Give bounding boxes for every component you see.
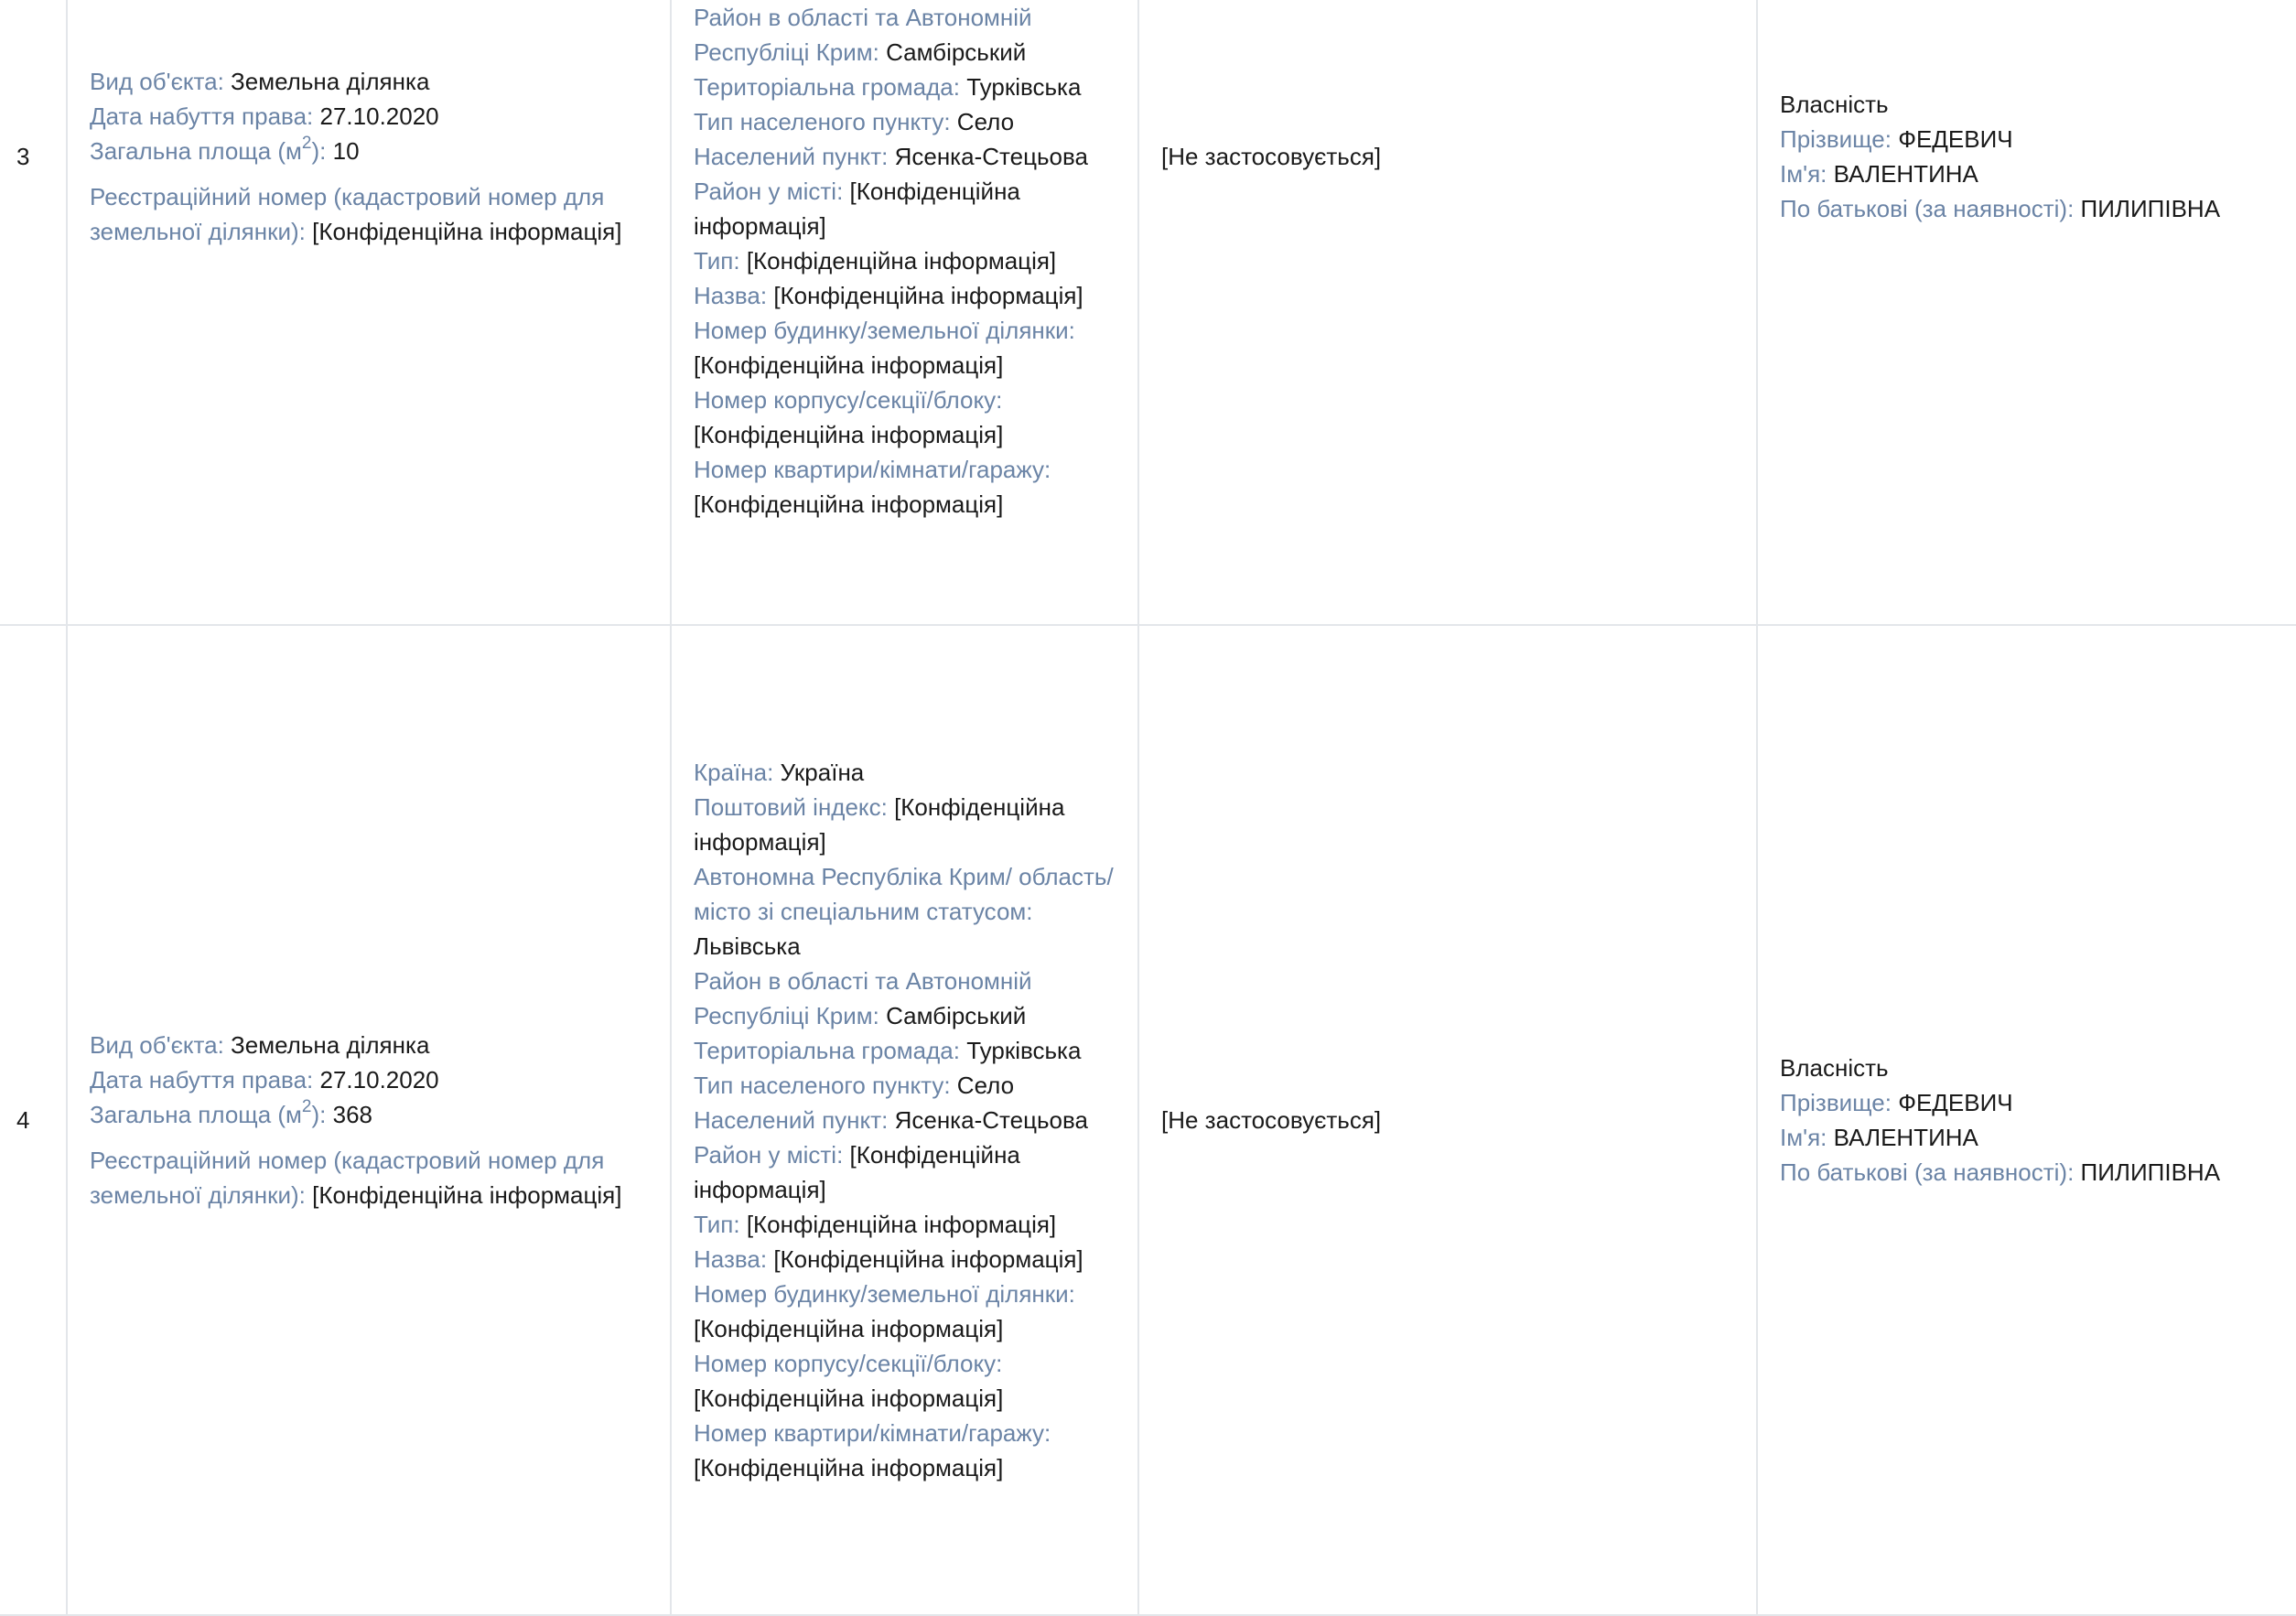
apartment-number-line: Номер квартири/кімнати/гаражу: [Конфіденційна інформація] [694, 1419, 1051, 1481]
region-line: Автономна Республіка Крим/ область/місто зі спеціальним статусом: Львівська [694, 863, 1114, 960]
district-line: Район в області та Автономній Республіці Крим: Самбірський [694, 967, 1032, 1029]
district-line: Район в області та Автономній Республіці Крим: Самбірський [694, 4, 1032, 66]
object-type-line: Вид об'єкта: Земельна ділянка [90, 68, 430, 95]
right-type: Власність [1780, 91, 1889, 118]
street-name-line: Назва: [Конфіденційна інформація] [694, 1245, 1083, 1273]
table-row [0, 0, 2296, 625]
reg-number-line: Реєстраційний номер (кадастровий номер для земельної ділянки): [Конфіденційна інформація] [90, 183, 622, 245]
settlement-line: Населений пункт: Ясенка-Стецьова [694, 143, 1088, 170]
city-district-line: Район у місті: [Конфіденційна інформація] [694, 1141, 1020, 1203]
street-name-line: Назва: [Конфіденційна інформація] [694, 282, 1083, 309]
country-line: Країна: Україна [694, 759, 865, 786]
owner-cell [1757, 0, 2296, 625]
owner-cell [1757, 625, 2296, 1615]
street-type-line: Тип: [Конфіденційна інформація] [694, 247, 1057, 275]
surname-line: Прізвище: ФЕДЕВИЧ [1780, 1089, 2013, 1116]
area-line: Загальна площа $(м^2)$: 368 [90, 1097, 372, 1128]
object-cell [67, 625, 671, 1615]
house-number-line: Номер будинку/земельної ділянки: [Конфіденційна інформація] [694, 317, 1075, 379]
first-name-line: Ім'я: ВАЛЕНТИНА [1780, 160, 1978, 188]
apartment-number-line: Номер квартири/кімнати/гаражу: [Конфіденційна інформація] [694, 456, 1051, 518]
community-line: Територіальна громада: Турківська [694, 73, 1082, 101]
patronymic-line: По батькові (за наявності): ПИЛИПІВНА [1780, 195, 2221, 222]
object-cell [67, 0, 671, 625]
row-number: 3 [0, 0, 67, 625]
acquisition-date-line: Дата набуття права: 27.10.2020 [90, 102, 439, 130]
address-cell [671, 0, 1138, 625]
not-applicable-cell: [Не застосовується] [1138, 0, 1757, 625]
first-name-line: Ім'я: ВАЛЕНТИНА [1780, 1124, 1978, 1151]
table-row [0, 625, 2296, 1615]
right-type: Власність [1780, 1054, 1889, 1082]
area-line: Загальна площа $(м^2)$: 10 [90, 134, 360, 165]
street-type-line: Тип: [Конфіденційна інформація] [694, 1211, 1057, 1238]
object-type-line: Вид об'єкта: Земельна ділянка [90, 1031, 430, 1059]
city-district-line: Район у місті: [Конфіденційна інформація] [694, 178, 1020, 240]
reg-number-line: Реєстраційний номер (кадастровий номер для земельної ділянки): [Конфіденційна інформація] [90, 1147, 622, 1209]
acquisition-date-line: Дата набуття права: 27.10.2020 [90, 1066, 439, 1093]
house-number-line: Номер будинку/земельної ділянки: [Конфіденційна інформація] [694, 1280, 1075, 1342]
not-applicable-cell: [Не застосовується] [1138, 625, 1757, 1615]
address-cell [671, 625, 1138, 1615]
settlement-type-line: Тип населеного пункту: Село [694, 1072, 1015, 1099]
building-number-line: Номер корпусу/секції/блоку: [Конфіденційна інформація] [694, 386, 1004, 448]
surname-line: Прізвище: ФЕДЕВИЧ [1780, 125, 2013, 153]
building-number-line: Номер корпусу/секції/блоку: [Конфіденційна інформація] [694, 1350, 1004, 1412]
community-line: Територіальна громада: Турківська [694, 1037, 1082, 1064]
patronymic-line: По батькові (за наявності): ПИЛИПІВНА [1780, 1158, 2221, 1186]
settlement-line: Населений пункт: Ясенка-Стецьова [694, 1106, 1088, 1134]
postal-code-line: Поштовий індекс: [Конфіденційна інформація] [694, 793, 1065, 856]
settlement-type-line: Тип населеного пункту: Село [694, 108, 1015, 135]
row-number: 4 [0, 625, 67, 1615]
